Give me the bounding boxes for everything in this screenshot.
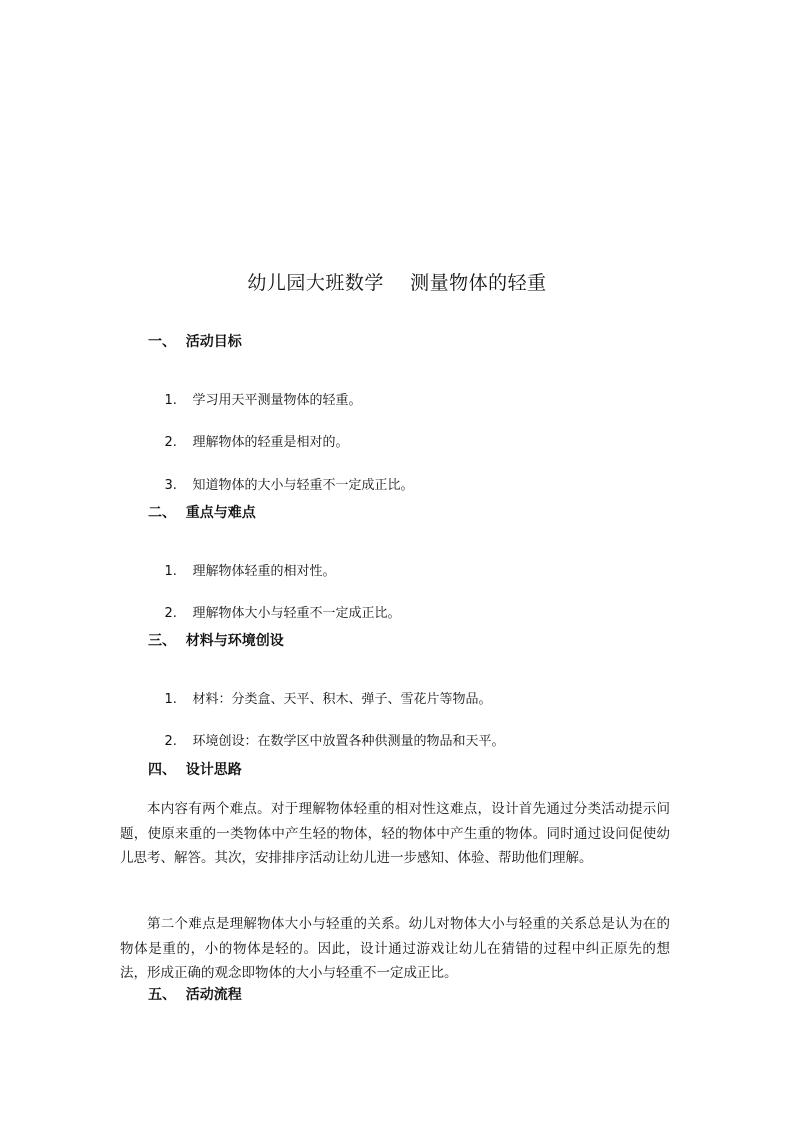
document-title: 幼儿园大班数学 测量物体的轻重: [247, 272, 547, 294]
list-item-number: 3.: [164, 478, 177, 493]
list-item-number: 2.: [164, 435, 177, 450]
list-item: [148, 587, 401, 636]
body-paragraph: 本内容有两个难点。对于理解物体轻重的相对性这难点，设计首先通过分类活动提示问题，使原来重的一类物体中产生轻的物体，轻的物体中产生重的物体。同时通过设问促使幼儿思考、解答。其次，安排排序活动让幼儿进一步感知、体验、帮助他们理解。: [120, 801, 670, 866]
list-item-number: 1.: [164, 564, 177, 579]
list-item-text: 理解物体大小与轻重不一定成正比。: [192, 606, 401, 621]
section-heading-materials: 三、 材料与环境创设: [148, 633, 284, 649]
list-item-number: 1.: [164, 393, 177, 408]
list-item: [148, 416, 349, 465]
list-item-number: 2.: [164, 734, 177, 749]
list-item-text: 理解物体的轻重是相对的。: [192, 435, 349, 450]
list-item: [148, 715, 505, 764]
list-item: [148, 459, 414, 508]
section-heading-key-points: 二、 重点与难点: [148, 505, 256, 521]
list-item-text: 材料：分类盒、天平、积木、弹子、雪花片等物品。: [192, 692, 492, 707]
list-item-text: 知道物体的大小与轻重不一定成正比。: [192, 478, 414, 493]
section-heading-goals: 一、 活动目标: [148, 334, 242, 350]
list-item-number: 2.: [164, 606, 177, 621]
list-item-text: 学习用天平测量物体的轻重。: [192, 393, 362, 408]
section-heading-process: 五、 活动流程: [148, 987, 242, 1003]
list-item-number: 1.: [164, 692, 177, 707]
list-item-text: 环境创设：在数学区中放置各种供测量的物品和天平。: [192, 734, 505, 749]
body-paragraph: 第二个难点是理解物体大小与轻重的关系。幼儿对物体大小与轻重的关系总是认为在的物体是重的，小的物体是轻的。因此，设计通过游戏让幼儿在猜错的过程中纠正原先的想法，形成正确的观念即物体的大小与轻重不一定成正比。: [120, 916, 670, 981]
list-item-text: 理解物体轻重的相对性。: [192, 564, 336, 579]
section-heading-design: 四、 设计思路: [148, 762, 242, 778]
